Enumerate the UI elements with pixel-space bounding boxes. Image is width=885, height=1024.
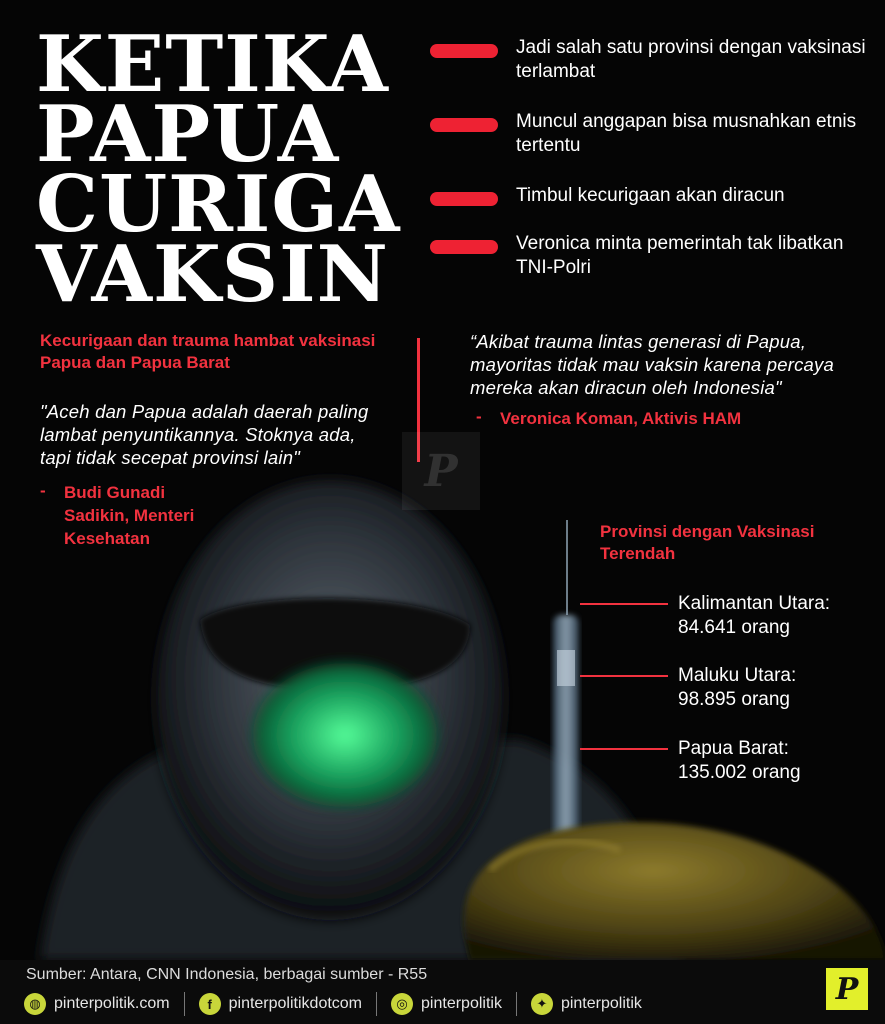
attribution-text: Budi Gunadi Sadikin, Menteri Kesehatan: [64, 483, 195, 548]
separator: [184, 992, 185, 1016]
provinces-heading: Provinsi dengan Vaksinasi Terendah: [600, 522, 815, 563]
title-line-2: PAPUA: [36, 89, 340, 180]
footer: [0, 960, 885, 1024]
title-line-3: CURIGA: [36, 159, 401, 250]
pinterpolitik-logo: P: [826, 968, 868, 1010]
minister-quote-block: [40, 330, 380, 550]
separator: [376, 992, 377, 1016]
social-label: pinterpolitikdotcom: [228, 995, 363, 1012]
source-text: Sumber: Antara, CNN Indonesia, berbagai sumber - R55: [26, 966, 428, 983]
watermark-logo: P: [402, 432, 480, 510]
province-name: Maluku Utara:: [678, 665, 797, 686]
key-point-text: Muncul anggapan bisa musnahkan etnis tertentu: [516, 111, 857, 156]
pointer-line: [580, 603, 668, 605]
activist-quote: “Akibat trauma lintas generasi di Papua, mayoritas tidak mau vaksin karena percaya mereka akan diracun oleh Indonesia": [470, 331, 834, 398]
bullet-bar-icon: [430, 118, 498, 132]
website-link[interactable]: [24, 993, 170, 1015]
title-line-1: KETIKA: [36, 19, 389, 110]
minister-quote: "Aceh dan Papua adalah daerah paling lambat penyuntikannya. Stoknya ada, tapi tidak secepat provinsi lain": [40, 401, 369, 468]
instagram-icon: ◎: [391, 993, 413, 1015]
key-point-text: Jadi salah satu provinsi dengan vaksinasi terlambat: [516, 37, 866, 82]
key-point-text: Veronica minta pemerintah tak libatkan TNI-Polri: [516, 233, 844, 278]
instagram-link[interactable]: [391, 993, 502, 1015]
attribution-text: Veronica Koman, Aktivis HAM: [500, 409, 742, 428]
attribution-dash: -: [476, 407, 482, 426]
title-line-4: VAKSIN: [36, 229, 389, 320]
bullet-bar-icon: [430, 240, 498, 254]
separator: [516, 992, 517, 1016]
pointer-line: [580, 675, 668, 677]
province-value: 135.002 orang: [678, 762, 801, 783]
social-label: pinterpolitik: [560, 995, 642, 1012]
social-links: [24, 990, 642, 1018]
key-point-text: Timbul kecurigaan akan diracun: [516, 185, 785, 206]
bullet-bar-icon: [430, 192, 498, 206]
social-label: pinterpolitik: [421, 995, 502, 1012]
province-value: 98.895 orang: [678, 689, 790, 710]
bullet-bar-icon: [430, 44, 498, 58]
province-name: Kalimantan Utara:: [678, 593, 831, 614]
pointer-line: [580, 748, 668, 750]
attribution-dash: -: [40, 481, 46, 500]
province-value: 84.641 orang: [678, 617, 790, 638]
activist-quote-block: [470, 330, 880, 430]
minister-attribution: [40, 481, 380, 550]
facebook-link[interactable]: [199, 993, 362, 1015]
page-title: [36, 19, 401, 320]
social-label: pinterpolitik.com: [54, 995, 170, 1012]
twitter-link[interactable]: [531, 993, 642, 1015]
facebook-icon: f: [199, 993, 221, 1015]
globe-icon: ◍: [24, 993, 46, 1015]
twitter-icon: ✦: [531, 993, 553, 1015]
section-subheading: Kecurigaan dan trauma hambat vaksinasi Papua dan Papua Barat: [40, 331, 376, 372]
activist-attribution: [476, 407, 880, 430]
province-name: Papua Barat:: [678, 738, 789, 759]
